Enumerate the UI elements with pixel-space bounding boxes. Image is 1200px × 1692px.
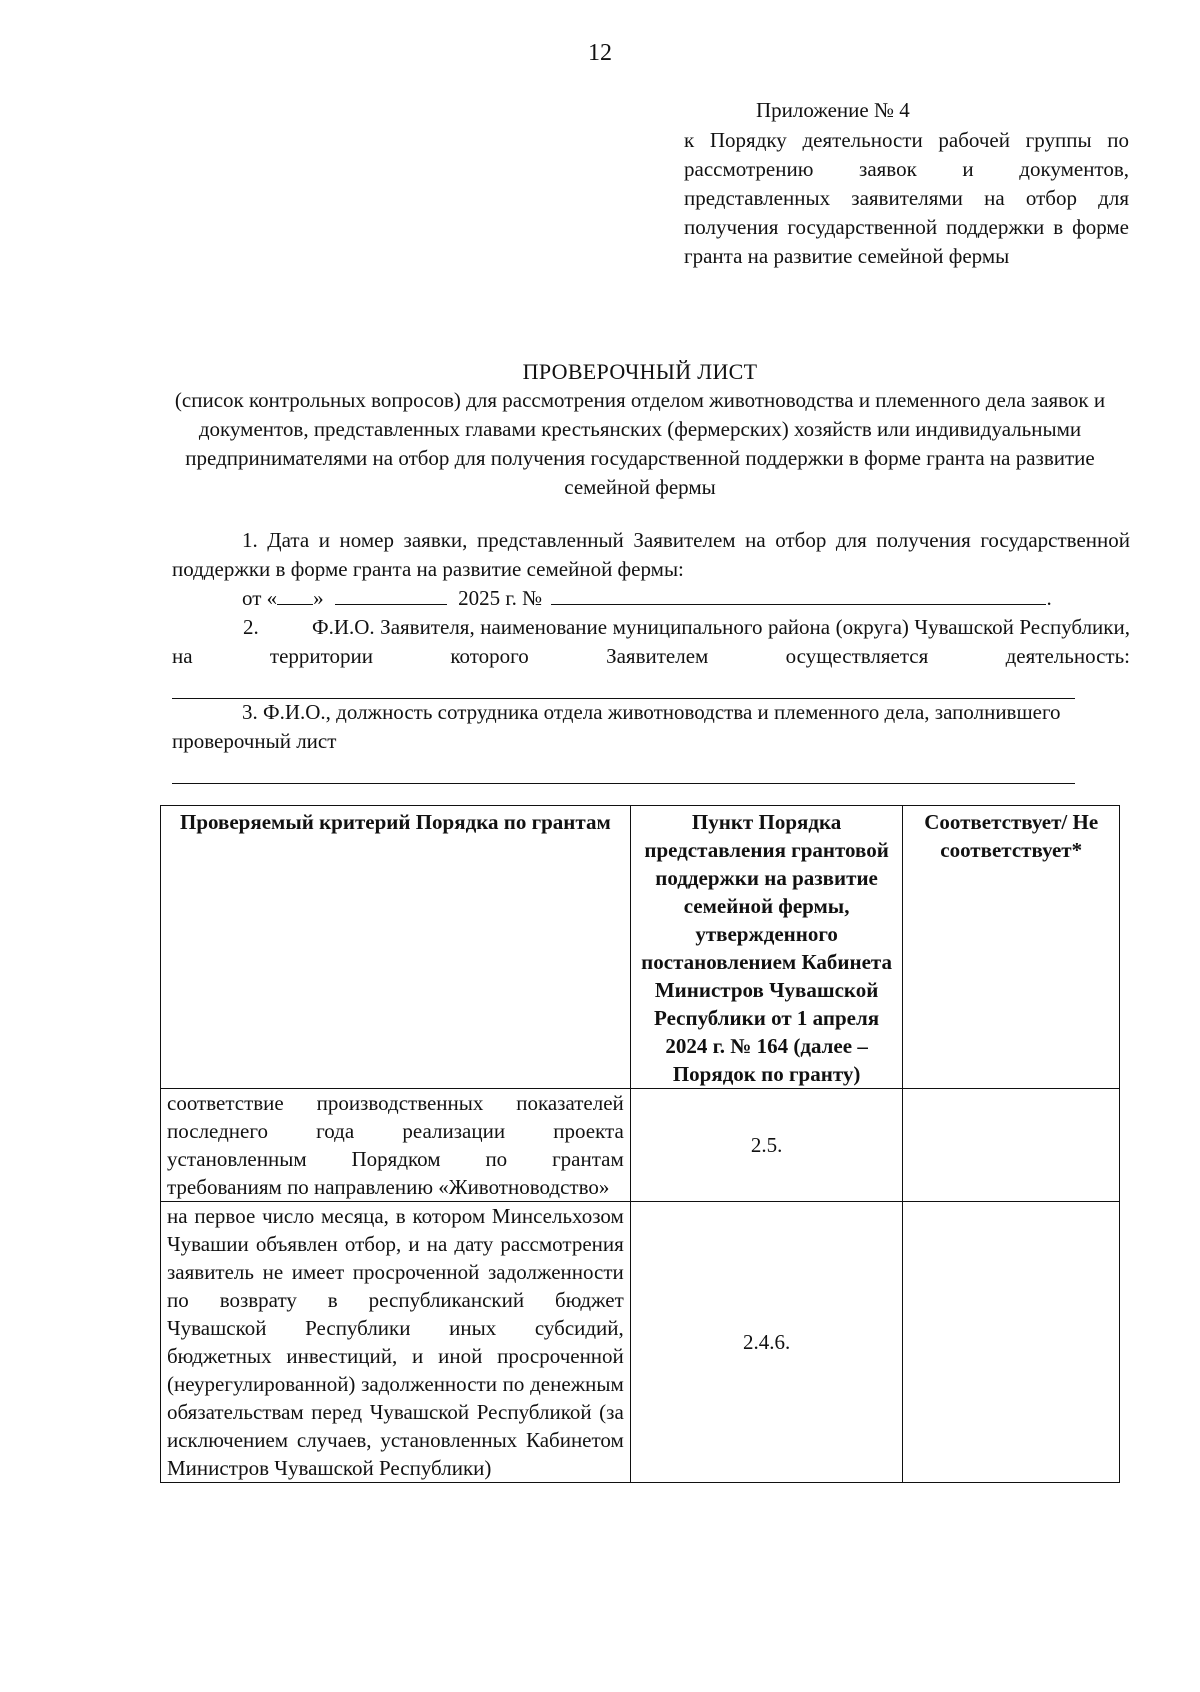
item-3-answer-line[interactable]	[172, 783, 1075, 784]
application-number-blank[interactable]	[551, 586, 1046, 605]
date-prefix: от «	[242, 586, 278, 610]
document-subtitle: (список контрольных вопросов) для рассмотрения отделом животноводства и племенного дела заявок и документов, представленных главами крестьянских (фермерских) хозяйств или индивидуальными предпринимателями на отбор для получения государственной поддержки в форме гранта на развитие семейной фермы	[174, 388, 1106, 499]
document-title: ПРОВЕРОЧНЫЙ ЛИСТ	[522, 359, 758, 384]
appendix-description: к Порядку деятельности рабочей группы по рассмотрению заявок и документов, представленных заявителями на отбор для получения государственной поддержки в форме гранта на развитие семейной фермы	[684, 128, 1129, 268]
item-2-text: Ф.И.О. Заявителя, наименование муниципального района (округа) Чувашской Республики, на территории которого Заявителем осуществляется деятельность:	[172, 615, 1130, 668]
criterion-cell: соответствие производственных показателей последнего года реализации проекта установленным Порядком по грантам требованиям по направлению «Животноводство»	[161, 1089, 631, 1202]
table-header-row	[161, 806, 1120, 1089]
item-3-text: 3. Ф.И.О., должность сотрудника отдела животноводства и племенного дела, заполнившего проверочный лист	[172, 700, 1061, 753]
year-label: 2025 г. №	[458, 586, 543, 610]
appendix-title: Приложение № 4	[756, 98, 910, 122]
day-blank[interactable]	[277, 586, 313, 605]
status-cell[interactable]	[903, 1202, 1120, 1483]
header-criterion: Проверяемый критерий Порядка по грантам	[161, 806, 631, 1089]
criteria-table	[160, 805, 1120, 1483]
table-row	[161, 1089, 1120, 1202]
item-1-date-line	[242, 584, 1052, 613]
month-blank[interactable]	[335, 586, 447, 605]
point-cell: 2.5.	[630, 1089, 903, 1202]
status-cell[interactable]	[903, 1089, 1120, 1202]
item-2-number: 2.	[243, 615, 259, 639]
table-row	[161, 1202, 1120, 1483]
item-1-text: 1. Дата и номер заявки, представленный Заявителем на отбор для получения государственной поддержки в форме гранта на развитие семейной фермы:	[172, 528, 1130, 581]
point-cell: 2.4.6.	[630, 1202, 903, 1483]
header-status: Соответствует/ Не соответствует*	[903, 806, 1120, 1089]
criterion-cell: на первое число месяца, в котором Минсельхозом Чувашии объявлен отбор, и на дату рассмотрения заявитель не имеет просроченной задолженности по возврату в республиканский бюджет Чувашской Республики иных субсидий, бюджетных инвестиций, и иной просроченной (неурегулированной) задолженности по денежным обязательствам перед Чувашской Республикой (за исключением случаев, установленных Кабинетом Министров Чувашской Республики)	[161, 1202, 631, 1483]
date-line-end: .	[1046, 586, 1052, 610]
header-point: Пункт Порядка представления грантовой поддержки на развитие семейной фермы, утвержденного постановлением Кабинета Министров Чувашской Республики от 1 апреля 2024 г. № 164 (далее – Порядок по гранту)	[630, 806, 903, 1089]
date-mid: »	[313, 586, 324, 610]
page-number: 12	[588, 40, 612, 66]
